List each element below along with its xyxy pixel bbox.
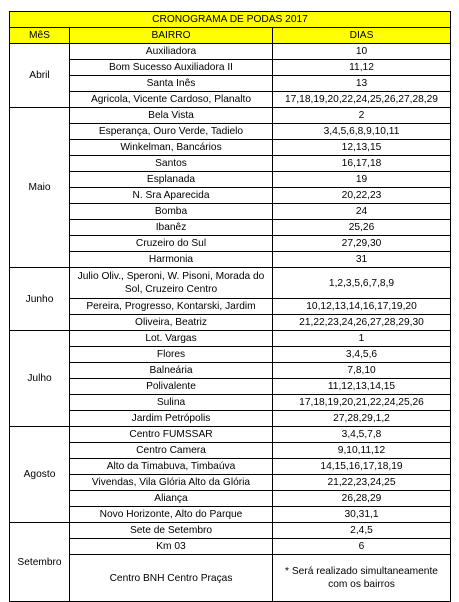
table-row: [10, 347, 451, 363]
dias-cell: 21,22,23,24,25: [273, 475, 451, 491]
dias-cell: 10: [273, 44, 451, 60]
table-row: [10, 363, 451, 379]
bairro-cell: Ibanêz: [70, 220, 273, 236]
dias-cell: 11,12,13,14,15: [273, 379, 451, 395]
table-row: [10, 156, 451, 172]
table-row: [10, 60, 451, 76]
bairro-cell: Alto da Timabuva, Timbaúva: [70, 459, 273, 475]
month-cell: Maio: [10, 108, 70, 268]
bairro-cell: Auxiliadora: [70, 44, 273, 60]
bairro-cell: Bomba: [70, 204, 273, 220]
dias-cell: 30,31,1: [273, 507, 451, 523]
table-row: [10, 44, 451, 60]
bairro-cell: Sulina: [70, 395, 273, 411]
dias-cell: 2,4,5: [273, 523, 451, 539]
table-row: [10, 411, 451, 427]
dias-cell: 26,28,29: [273, 491, 451, 507]
table-row: [10, 236, 451, 252]
bairro-cell: Lot. Vargas: [70, 331, 273, 347]
dias-cell: 27,28,29,1,2: [273, 411, 451, 427]
bairro-cell: Harmonia: [70, 252, 273, 268]
table-row: [10, 491, 451, 507]
bairro-cell: Km 03: [70, 539, 273, 555]
table-row: [10, 268, 451, 299]
table-row: [10, 475, 451, 491]
header-month: MêS: [10, 28, 70, 44]
dias-cell: 20,22,23: [273, 188, 451, 204]
bairro-cell: Jardim Petrópolis: [70, 411, 273, 427]
dias-cell: 3,4,5,7,8: [273, 427, 451, 443]
bairro-cell: Flores: [70, 347, 273, 363]
bairro-cell: Sete de Setembro: [70, 523, 273, 539]
dias-cell: 19: [273, 172, 451, 188]
schedule-sheet: [9, 11, 450, 602]
month-cell: Julho: [10, 331, 70, 427]
month-cell: Junho: [10, 268, 70, 331]
dias-cell: 11,12: [273, 60, 451, 76]
header-dias: DIAS: [273, 28, 451, 44]
bairro-cell: Centro FUMSSAR: [70, 427, 273, 443]
dias-cell: 1,2,3,5,6,7,8,9: [273, 268, 451, 299]
dias-cell: 10,12,13,14,16,17,19,20: [273, 299, 451, 315]
table-row: [10, 204, 451, 220]
dias-cell: 12,13,15: [273, 140, 451, 156]
table-row: [10, 172, 451, 188]
bairro-cell: Esplanada: [70, 172, 273, 188]
title-row: [10, 12, 451, 28]
month-cell: Setembro: [10, 523, 70, 602]
table-row: [10, 76, 451, 92]
schedule-table: [9, 11, 451, 602]
table-row: [10, 395, 451, 411]
dias-cell: 14,15,16,17,18,19: [273, 459, 451, 475]
table-row: [10, 299, 451, 315]
table-row: [10, 379, 451, 395]
bairro-cell: Agricola, Vicente Cardoso, Planalto: [70, 92, 273, 108]
bairro-cell: Bela Vista: [70, 108, 273, 124]
bairro-cell: Pereira, Progresso, Kontarski, Jardim: [70, 299, 273, 315]
bairro-cell: Santa Inês: [70, 76, 273, 92]
bairro-cell: Bom Sucesso Auxiliadora II: [70, 60, 273, 76]
bairro-cell: Julio Oliv., Speroni, W. Pisoni, Morada do Sol, Cruzeiro Centro: [70, 268, 273, 299]
dias-cell: 24: [273, 204, 451, 220]
table-row: [10, 252, 451, 268]
table-row: [10, 331, 451, 347]
bairro-cell: Esperança, Ouro Verde, Tadielo: [70, 124, 273, 140]
dias-cell: 9,10,11,12: [273, 443, 451, 459]
bairro-cell: Oliveira, Beatriz: [70, 315, 273, 331]
table-row: [10, 523, 451, 539]
bairro-cell: Centro Camera: [70, 443, 273, 459]
table-row: [10, 459, 451, 475]
table-row: [10, 315, 451, 331]
bairro-cell: Cruzeiro do Sul: [70, 236, 273, 252]
dias-cell: 16,17,18: [273, 156, 451, 172]
dias-cell: 3,4,5,6: [273, 347, 451, 363]
dias-cell: 7,8,10: [273, 363, 451, 379]
table-row: [10, 507, 451, 523]
dias-cell: 2: [273, 108, 451, 124]
bairro-cell: Polivalente: [70, 379, 273, 395]
dias-cell: 17,18,19,20,22,24,25,26,27,28,29: [273, 92, 451, 108]
bairro-cell: Santos: [70, 156, 273, 172]
bairro-cell: Centro BNH Centro Praças: [70, 555, 273, 602]
bairro-cell: Novo Horizonte, Alto do Parque: [70, 507, 273, 523]
dias-cell: 25,26: [273, 220, 451, 236]
table-row: [10, 124, 451, 140]
dias-cell: 13: [273, 76, 451, 92]
bairro-cell: Balneária: [70, 363, 273, 379]
table-title: CRONOGRAMA DE PODAS 2017: [10, 12, 451, 28]
bairro-cell: Aliança: [70, 491, 273, 507]
dias-cell: 31: [273, 252, 451, 268]
month-cell: Abril: [10, 44, 70, 108]
table-row: [10, 140, 451, 156]
month-cell: Agosto: [10, 427, 70, 523]
table-row: [10, 220, 451, 236]
bairro-cell: Winkelman, Bancários: [70, 140, 273, 156]
dias-cell: 27,29,30: [273, 236, 451, 252]
table-row: [10, 108, 451, 124]
table-row: [10, 443, 451, 459]
table-row: [10, 188, 451, 204]
table-row: [10, 555, 451, 602]
header-row: [10, 28, 451, 44]
dias-cell: * Será realizado simultaneamente com os bairros: [273, 555, 451, 602]
table-row: [10, 427, 451, 443]
header-bairro: BAIRRO: [70, 28, 273, 44]
bairro-cell: N. Sra Aparecida: [70, 188, 273, 204]
dias-cell: 17,18,19,20,21,22,24,25,26: [273, 395, 451, 411]
dias-cell: 21,22,23,24,26,27,28,29,30: [273, 315, 451, 331]
dias-cell: 1: [273, 331, 451, 347]
dias-cell: 6: [273, 539, 451, 555]
table-row: [10, 92, 451, 108]
dias-cell: 3,4,5,6,8,9,10,11: [273, 124, 451, 140]
table-row: [10, 539, 451, 555]
bairro-cell: Vivendas, Vila Glória Alto da Glória: [70, 475, 273, 491]
